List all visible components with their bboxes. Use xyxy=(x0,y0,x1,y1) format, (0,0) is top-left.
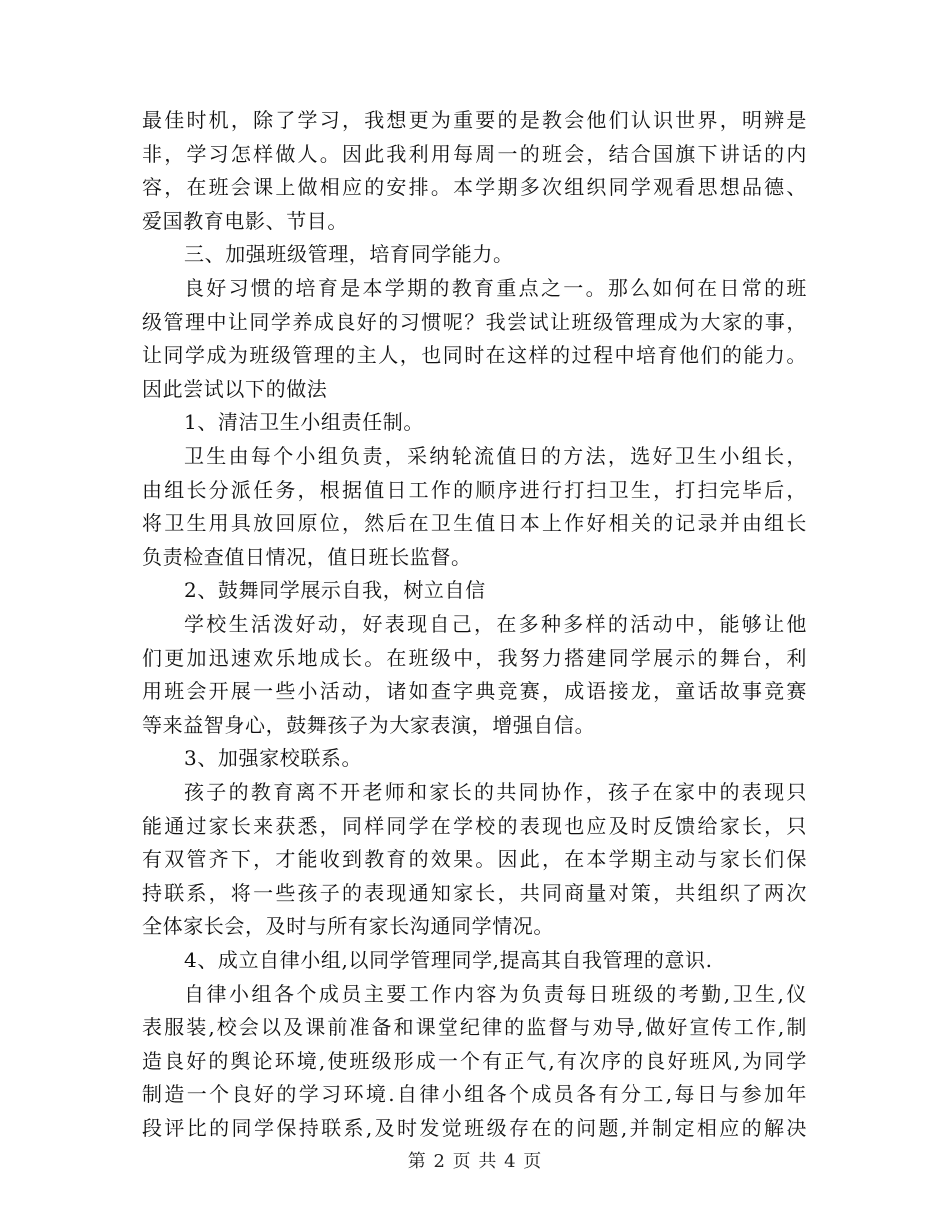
text-line: 负责检查值日情况，值日班长监督。 xyxy=(142,544,472,569)
text-line: 们更加迅速欢乐地成长。在班级中，我努力搭建同学展示的舞台，利 xyxy=(142,645,807,670)
text-line: 段评比的同学保持联系,及时发觉班级存在的问题,并制定相应的解决 xyxy=(142,1116,807,1140)
text-line: 有双管齐下，才能收到教育的效果。因此，在本学期主动与家长们保 xyxy=(142,847,807,872)
text-line: 全体家长会，及时与所有家长沟通同学情况。 xyxy=(142,914,554,939)
text-line: 三、加强班级管理，培育同学能力。 xyxy=(184,242,514,267)
text-line: 自律小组各个成员主要工作内容为负责每日班级的考勤,卫生,仪 xyxy=(184,981,807,1006)
text-line: 学校生活泼好动，好表现自己，在多种多样的活动中，能够让他 xyxy=(184,612,807,636)
text-line: 孩子的教育离不开老师和家长的共同协作，孩子在家中的表现只 xyxy=(184,780,807,804)
text-line: 级管理中让同学养成良好的习惯呢？我尝试让班级管理成为大家的事， xyxy=(142,309,807,334)
text-line: 持联系，将一些孩子的表现通知家长，共同商量对策，共组织了两次 xyxy=(142,880,807,905)
text-line: 造良好的舆论环境,使班级形成一个有正气,有次序的良好班风,为同学 xyxy=(142,1048,807,1073)
text-line: 将卫生用具放回原位，然后在卫生值日本上作好相关的记录并由组长 xyxy=(142,511,807,536)
text-line: 等来益智身心，鼓舞孩子为大家表演，增强自信。 xyxy=(142,712,596,737)
page-footer: 第 2 页 共 4 页 xyxy=(407,1151,543,1172)
text-line: 容，在班会课上做相应的安排。本学期多次组织同学观看思想品德、 xyxy=(142,175,807,200)
text-line: 因此尝试以下的做法 xyxy=(142,376,328,401)
text-line: 卫生由每个小组负责，采纳轮流值日的方法，选好卫生小组长， xyxy=(184,444,807,468)
text-line: 最佳时机，除了学习，我想更为重要的是教会他们认识世界，明辨是 xyxy=(142,108,807,132)
text-line: 制造一个良好的学习环境.自律小组各个成员各有分工,每日与参加年 xyxy=(142,1082,807,1107)
text-line: 非，学习怎样做人。因此我利用每周一的班会，结合国旗下讲话的内 xyxy=(142,141,807,166)
text-line: 让同学成为班级管理的主人，也同时在这样的过程中培育他们的能力。 xyxy=(142,343,807,368)
text-line: 表服装,校会以及课前准备和课堂纪律的监督与劝导,做好宣传工作,制 xyxy=(142,1015,807,1040)
text-line: 1、清洁卫生小组责任制。 xyxy=(184,410,424,435)
text-line: 由组长分派任务，根据值日工作的顺序进行打扫卫生，打扫完毕后， xyxy=(142,477,807,502)
text-line: 良好习惯的培育是本学期的教育重点之一。那么如何在日常的班 xyxy=(184,276,807,300)
text-line: 4、成立自律小组,以同学管理同学,提高其自我管理的意识. xyxy=(184,948,713,972)
text-line: 爱国教育电影、节目。 xyxy=(142,208,348,233)
text-line: 2、鼓舞同学展示自我，树立自信 xyxy=(184,578,486,603)
text-line: 用班会开展一些小活动，诸如查字典竞赛，成语接龙，童话故事竞赛 xyxy=(142,679,807,704)
text-line: 能通过家长来获悉，同样同学在学校的表现也应及时反馈给家长，只 xyxy=(142,813,807,838)
text-line: 3、加强家校联系。 xyxy=(184,746,363,771)
